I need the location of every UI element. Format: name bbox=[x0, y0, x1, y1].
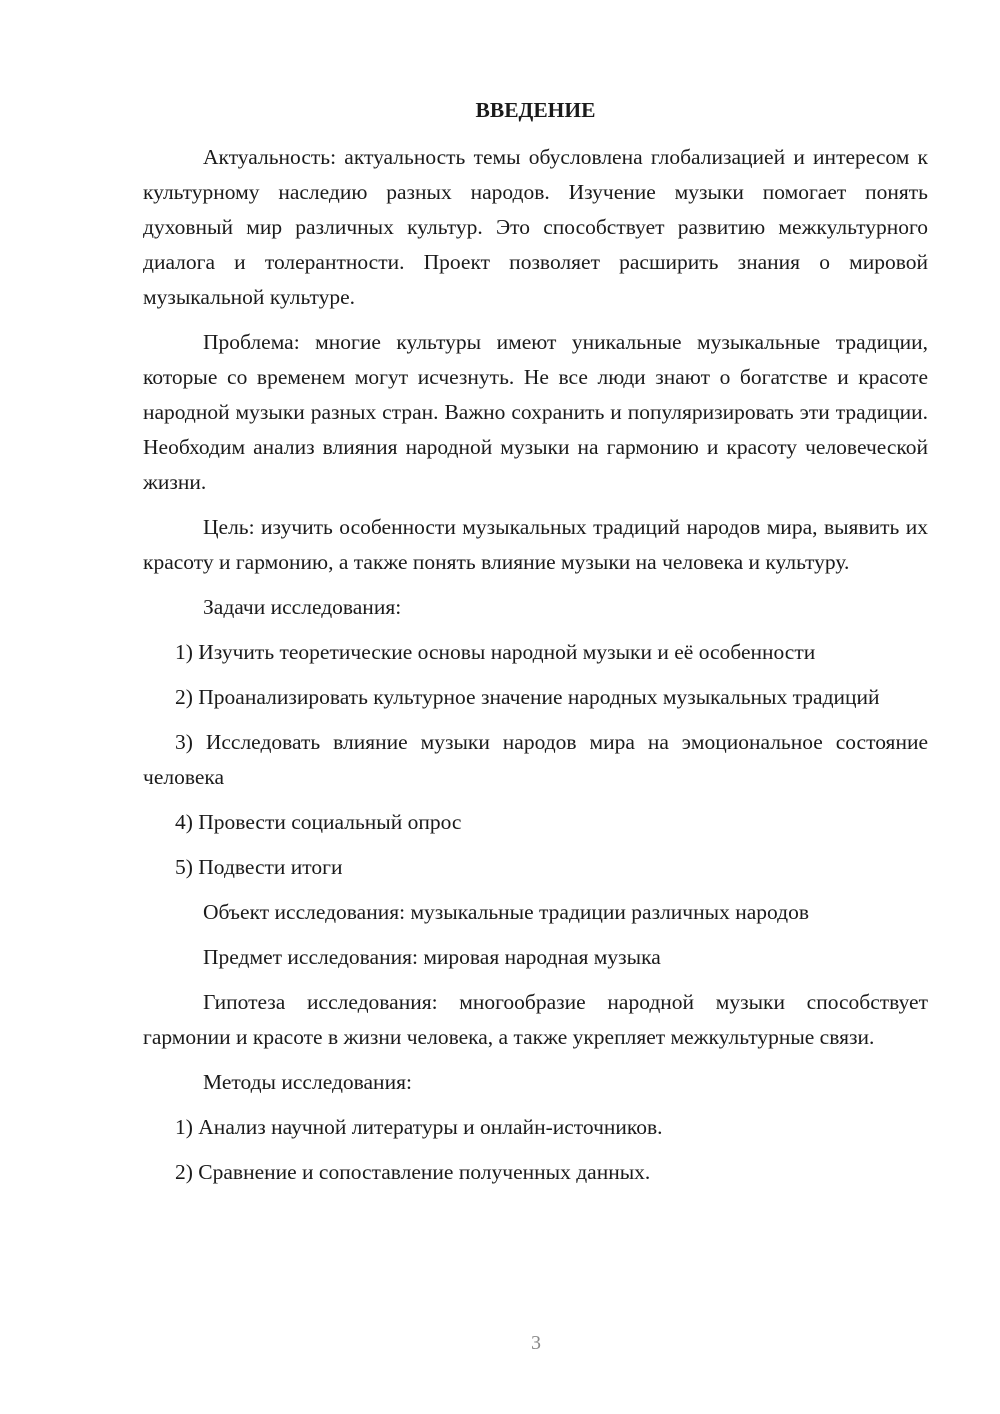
problem-paragraph: Проблема: многие культуры имеют уникальные музыкальные традиции, которые со временем могут исчезнуть. Не все люди знают о богатстве и красоте народной музыки разных стран. Важно сохранить и популяризировать эти традиции. Необходим анализ влияния народной музыки на гармонию и красоту человеческой жизни. bbox=[143, 330, 928, 494]
task-item-2: 2) Проанализировать культурное значение народных музыкальных традиций bbox=[175, 685, 880, 709]
document-title: ВВЕДЕНИЕ bbox=[475, 98, 596, 122]
goal-paragraph: Цель: изучить особенности музыкальных традиций народов мира, выявить их красоту и гармонию, а также понять влияние музыки на человека и культуру. bbox=[143, 515, 928, 574]
task-item-1: 1) Изучить теоретические основы народной музыки и её особенности bbox=[175, 640, 816, 664]
page-number: 3 bbox=[531, 1332, 541, 1354]
subject-line: Предмет исследования: мировая народная музыка bbox=[203, 945, 661, 969]
object-line: Объект исследования: музыкальные традиции различных народов bbox=[203, 900, 809, 924]
relevance-paragraph: Актуальность: актуальность темы обусловлена глобализацией и интересом к культурному наследию разных народов. Изучение музыки помогает понять духовный мир различных культур. Это способствует развитию межкультурного диалога и толерантности. Проект позволяет расширить знания о мировой музыкальной культуре. bbox=[143, 145, 928, 309]
hypothesis-paragraph: Гипотеза исследования: многообразие народной музыки способствует гармонии и красоте в жизни человека, а также укрепляет межкультурные связи. bbox=[143, 990, 928, 1049]
tasks-heading: Задачи исследования: bbox=[203, 595, 402, 619]
method-item-1: 1) Анализ научной литературы и онлайн-источников. bbox=[175, 1115, 663, 1139]
task-item-5: 5) Подвести итоги bbox=[175, 855, 343, 879]
document-page bbox=[143, 95, 928, 1200]
method-item-2: 2) Сравнение и сопоставление полученных данных. bbox=[175, 1160, 651, 1184]
methods-heading: Методы исследования: bbox=[203, 1070, 412, 1094]
task-item-3: 3) Исследовать влияние музыки народов мира на эмоциональное состояние человека bbox=[143, 730, 928, 789]
task-item-4: 4) Провести социальный опрос bbox=[175, 810, 462, 834]
